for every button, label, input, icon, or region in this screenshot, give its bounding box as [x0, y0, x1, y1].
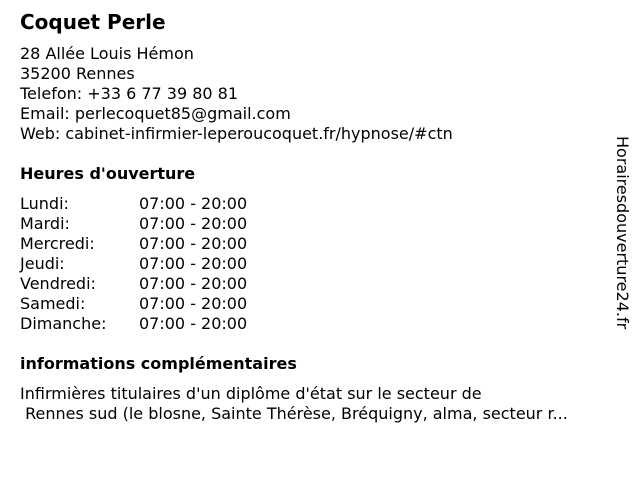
day-label: Mercredi:	[20, 234, 95, 253]
time-range: 07:00 - 20:00	[139, 314, 248, 333]
street-address: 28 Allée Louis Hémon	[20, 44, 194, 63]
info-line: Rennes sud (le blosne, Sainte Thérèse, Bréquigny, alma, secteur r...	[20, 404, 568, 423]
site-watermark	[612, 136, 632, 372]
business-name: Coquet Perle	[20, 10, 166, 34]
email-address: Email: perlecoquet85@gmail.com	[20, 104, 291, 123]
phone-number: Telefon: +33 6 77 39 80 81	[20, 84, 239, 103]
day-label: Dimanche:	[20, 314, 107, 333]
day-label: Jeudi:	[20, 254, 65, 273]
day-label: Mardi:	[20, 214, 70, 233]
time-range: 07:00 - 20:00	[139, 274, 248, 293]
contact-block	[20, 44, 453, 144]
website: Web: cabinet-infirmier-leperoucoquet.fr/hypnose/#ctn	[20, 124, 453, 143]
time-range: 07:00 - 20:00	[139, 234, 248, 253]
city-postal: 35200 Rennes	[20, 64, 135, 83]
opening-hours-heading: Heures d'ouverture	[20, 164, 196, 183]
time-range: 07:00 - 20:00	[139, 254, 248, 273]
time-range: 07:00 - 20:00	[139, 194, 248, 213]
day-label: Samedi:	[20, 294, 86, 313]
info-line: Infirmières titulaires d'un diplôme d'état sur le secteur de	[20, 384, 482, 403]
day-label: Lundi:	[20, 194, 69, 213]
additional-info-text	[20, 384, 630, 424]
day-label: Vendredi:	[20, 274, 96, 293]
time-range: 07:00 - 20:00	[139, 294, 248, 313]
watermark-text: Horairesdouverture24.fr	[613, 136, 632, 330]
time-range: 07:00 - 20:00	[139, 214, 248, 233]
additional-info-heading: informations complémentaires	[20, 354, 297, 373]
